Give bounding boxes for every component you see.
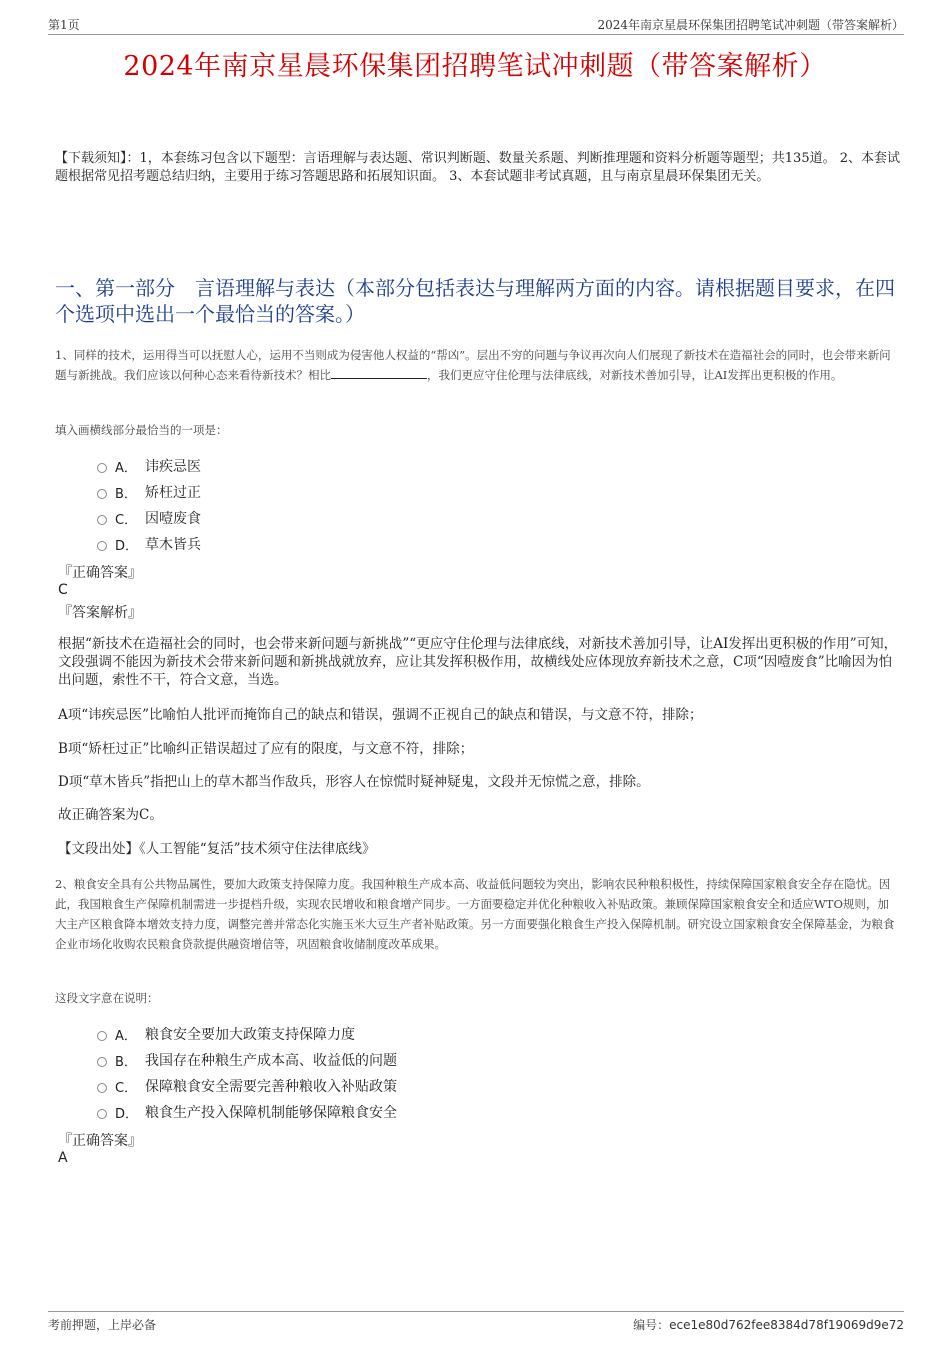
header-doc-title: 2024年南京星晨环保集团招聘笔试冲刺题（带答案解析）: [597, 18, 904, 32]
question-1-prompt: 填入画横线部分最恰当的一项是：: [55, 423, 228, 437]
analysis-conclusion: 故正确答案为C。: [58, 807, 163, 823]
radio-icon[interactable]: [97, 1057, 107, 1067]
radio-icon[interactable]: [97, 1031, 107, 1041]
fill-blank: [331, 366, 427, 379]
download-notice: 【下载须知】：1，本套练习包含以下题型：言语理解与表达题、常识判断题、数量关系题、判断推理题和资料分析题等题型；共135道。 2、本套试题根据常见招考题总结归纳，主要用于练习答题思路和拓展知识面。 3、本套试题非考试真题，且与南京星晨环保集团无关。: [55, 151, 900, 184]
page-header: [48, 14, 904, 35]
page-footer: [48, 1311, 904, 1334]
option-text: 讳疾忌医: [145, 459, 201, 475]
analysis-option-b: B项“矫枉过正”比喻纠正错误超过了应有的限度，与文意不符，排除；: [58, 741, 474, 757]
question-2-options: [97, 1021, 397, 1125]
option-letter: B．: [115, 486, 137, 502]
option-d[interactable]: [97, 1099, 397, 1125]
question-2-prompt: 这段文字意在说明：: [55, 991, 159, 1005]
footer-code-label: 编号：: [633, 1318, 670, 1332]
radio-icon[interactable]: [97, 541, 107, 551]
radio-icon[interactable]: [97, 463, 107, 473]
option-text: 保障粮食安全需要完善种粮收入补贴政策: [145, 1079, 397, 1095]
question-1-text-before: 1、同样的技术，运用得当可以抚慰人心，运用不当则成为侵害他人权益的“帮凶”。层出不穷的问题与争议再次向人们展现了新技术在造福社会的同时，也会带来新问题与新挑战。我们应该以何种心态来看待新技术？相比: [55, 348, 891, 382]
radio-icon[interactable]: [97, 515, 107, 525]
option-letter: C．: [115, 512, 138, 528]
footer-slogan: 考前押题，上岸必备: [48, 1318, 157, 1332]
document-title: 2024年南京星晨环保集团招聘笔试冲刺题（带答案解析）: [123, 51, 827, 82]
answer-analysis-label: 『答案解析』: [58, 605, 142, 621]
analysis-option-a: A项“讳疾忌医”比喻怕人批评而掩饰自己的缺点和错误，强调不正视自己的缺点和错误，与文意不符，排除；: [58, 707, 703, 723]
option-text: 粮食生产投入保障机制能够保障粮食安全: [145, 1105, 397, 1121]
page-number: 第1页: [48, 18, 80, 32]
option-d[interactable]: [97, 531, 201, 557]
option-text: 矫枉过正: [145, 485, 201, 501]
footer-code-value: ece1e80d762fee8384d78f19069d9e72: [669, 1318, 904, 1332]
correct-answer: A: [58, 1150, 68, 1166]
option-letter: A．: [115, 460, 137, 476]
analysis-option-d: D项“草木皆兵”指把山上的草木都当作敌兵，形容人在惊慌时疑神疑鬼，文段并无惊慌之意，排除。: [58, 774, 650, 790]
question-1-options: [97, 453, 201, 557]
option-b[interactable]: [97, 1047, 397, 1073]
option-c[interactable]: [97, 1073, 397, 1099]
option-a[interactable]: [97, 453, 201, 479]
radio-icon[interactable]: [97, 1109, 107, 1119]
option-letter: B．: [115, 1054, 137, 1070]
option-letter: D．: [115, 538, 139, 554]
section-heading: 一、第一部分 言语理解与表达（本部分包括表达与理解两方面的内容。请根据题目要求，在四个选项中选出一个最恰当的答案。）: [55, 276, 895, 326]
option-letter: D．: [115, 1106, 139, 1122]
question-1-text-after: ，我们更应守住伦理与法律底线，对新技术善加引导，让AI发挥出更积极的作用。: [427, 368, 843, 382]
analysis-source: 【文段出处】《人工智能“复活”技术须守住法律底线》: [58, 841, 376, 857]
option-text: 我国存在种粮生产成本高、收益低的问题: [145, 1053, 397, 1069]
option-letter: A．: [115, 1028, 137, 1044]
radio-icon[interactable]: [97, 489, 107, 499]
question-2-text: 2、粮食安全具有公共物品属性，要加大政策支持保障力度。我国种粮生产成本高、收益低问题较为突出，影响农民种粮积极性，持续保障国家粮食安全存在隐忧。因此，我国粮食生产保障机制需进一步提档升级，实现农民增收和粮食增产同步。一方面要稳定并优化种粮收入补贴政策。兼顾保障国家粮食安全和适应WTO规则，加大主产区粮食降本增效支持力度，调整完善并常态化实施玉米大豆生产者补贴政策。另一方面要强化粮食生产投入保障机制。研究设立国家粮食安全保障基金，为粮食企业市场化收购农民粮食贷款提供融资增信等，巩固粮食收储制度改革成果。: [55, 877, 895, 951]
correct-answer-label: 『正确答案』: [58, 565, 142, 581]
question-1-text: [55, 345, 898, 385]
radio-icon[interactable]: [97, 1083, 107, 1093]
correct-answer-label: 『正确答案』: [58, 1133, 142, 1149]
option-c[interactable]: [97, 505, 201, 531]
option-a[interactable]: [97, 1021, 397, 1047]
correct-answer: C: [58, 582, 68, 598]
option-b[interactable]: [97, 479, 201, 505]
analysis-paragraph-main: 根据“新技术在造福社会的同时，也会带来新问题与新挑战”“更应守住伦理与法律底线，对新技术善加引导，让AI发挥出更积极的作用”可知，文段强调不能因为新技术会带来新问题和新挑战就放弃，应让其发挥积极作用，故横线处应体现放弃新技术之意，C项“因噎废食”比喻因为怕出问题，索性不干，符合文意，当选。: [58, 636, 898, 688]
footer-code: [633, 1316, 904, 1333]
option-letter: C．: [115, 1080, 138, 1096]
option-text: 粮食安全要加大政策支持保障力度: [145, 1027, 355, 1043]
option-text: 因噎废食: [145, 511, 201, 527]
option-text: 草木皆兵: [145, 537, 201, 553]
